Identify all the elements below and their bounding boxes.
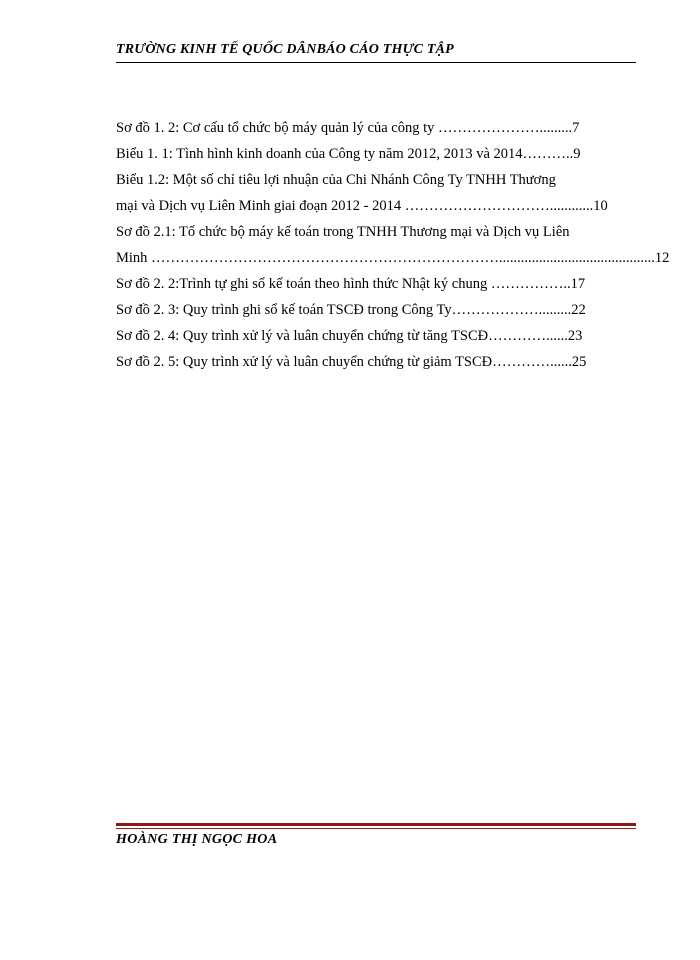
toc-entry-text: Sơ đồ 1. 2: Cơ cấu tổ chức bộ máy quản lý của công ty ………………….........7 [116, 120, 580, 136]
toc-entry-text-line1: Biểu 1.2: Một số chỉ tiêu lợi nhuận của Chi Nhánh Công Ty TNHH Thương [116, 172, 556, 188]
toc-entry[interactable] [116, 115, 636, 141]
toc-entry-text: Sơ đồ 2. 2:Trình tự ghi sổ kế toán theo hình thức Nhật ký chung ……………..17 [116, 276, 586, 292]
toc-entry[interactable] [116, 323, 636, 349]
toc-entry-text: Biểu 1. 1: Tình hình kinh doanh của Công ty năm 2012, 2013 và 2014………..9 [116, 146, 581, 162]
toc-entry-continued[interactable] [116, 245, 670, 271]
toc-entry-text-line2: Minh ………………………………………………………………...........................................12 [116, 250, 670, 266]
header-divider [116, 62, 636, 63]
toc-entry[interactable] [116, 349, 636, 375]
toc-entry[interactable] [116, 297, 636, 323]
toc-entry[interactable] [116, 271, 636, 297]
page-footer-author: HOÀNG THỊ NGỌC HOA [116, 832, 278, 847]
footer-divider-thick [116, 823, 636, 826]
toc-entry[interactable] [116, 167, 636, 193]
table-of-figures [116, 115, 670, 375]
toc-entry[interactable] [116, 219, 636, 245]
toc-entry-continued[interactable] [116, 193, 636, 219]
toc-entry-text-line2: mại và Dịch vụ Liên Minh giai đoạn 2012 - 2014 …………………………............10 [116, 198, 608, 214]
toc-entry-text: Sơ đồ 2. 3: Quy trình ghi sổ kế toán TSCĐ trong Công Ty……………….........22 [116, 302, 586, 318]
toc-entry-text-line1: Sơ đồ 2.1: Tổ chức bộ máy kế toán trong TNHH Thương mại và Dịch vụ Liên [116, 224, 570, 240]
toc-entry-text: Sơ đồ 2. 5: Quy trình xử lý và luân chuyển chứng từ giảm TSCĐ…………......25 [116, 354, 587, 370]
page-header: TRƯỜNG KINH TẾ QUỐC DÂNBÁO CÁO THỰC TẬP [116, 42, 454, 57]
toc-entry-text: Sơ đồ 2. 4: Quy trình xử lý và luân chuyển chứng từ tăng TSCĐ…………......23 [116, 328, 583, 344]
footer-divider-thin [116, 828, 636, 829]
toc-entry[interactable] [116, 141, 636, 167]
